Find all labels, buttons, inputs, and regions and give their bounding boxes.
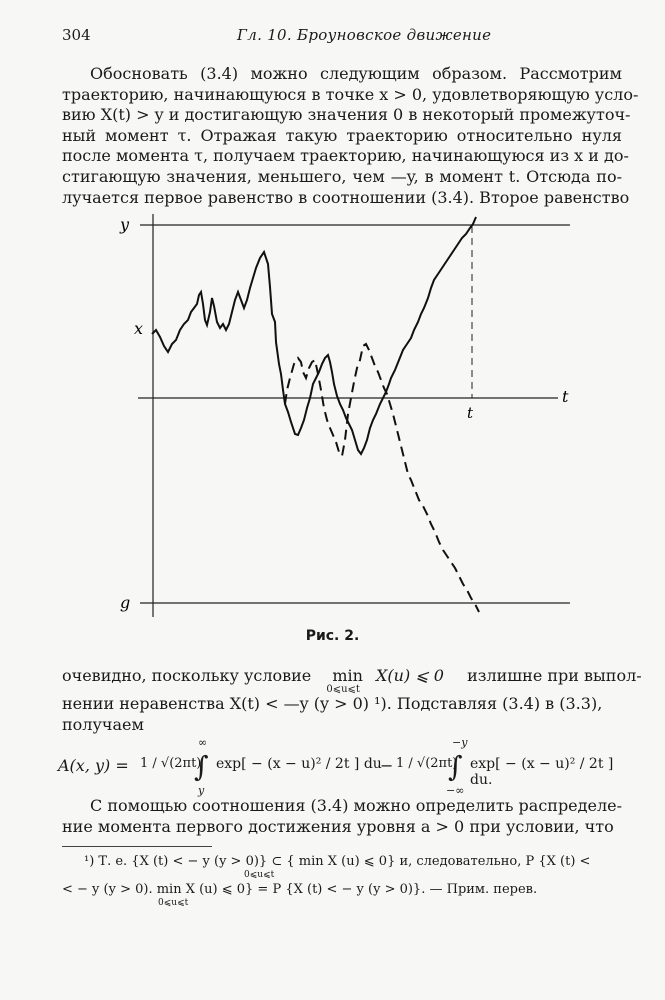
formula-fraction-1: 1 / √(2πt) [140,756,202,771]
formula-lhs: A(x, y) = [58,756,129,775]
footnote-subscript-1: 0⩽u⩽t [244,870,275,880]
text-line: ние момента первого достижения уровня a > 0 при условии, что [62,816,614,836]
paragraph-1 [62,64,639,208]
footnote-rule [62,846,212,847]
text-line: Обосновать (3.4) можно следующим образом. Рассмотрим [90,64,622,83]
text-segment: очевидно, поскольку условие [62,666,312,685]
display-formula [58,736,628,804]
footnote-subscript-2: 0⩽u⩽t [158,898,189,908]
chapter-title: Гл. 10. Броуновское движение [237,26,492,44]
text-line: траекторию, начинающуюся в точке x > 0, удовлетворяющую усло- [62,84,639,104]
paragraph-3 [62,796,622,837]
text-line: ный момент τ. Отражая такую траекторию относительно нуля [62,125,622,145]
integral-2-lower: −∞ [446,784,465,797]
formula-exp-2: exp[ − (x − u)² / 2t ] du. [470,756,614,788]
page-number: 304 [62,26,91,44]
integral-2-sign: ∫ [448,750,463,783]
integral-1-lower: y [198,784,205,797]
integral-2-upper: −y [452,736,468,749]
footnote-line-2 [62,882,627,897]
footnote-text: < − y (y > 0). min X (u) ⩽ 0} = P {X (t) < − y (y > 0)}. — Прим. перев. [62,882,538,897]
integral-1-sign: ∫ [194,750,209,783]
figure-brownian-paths [110,212,590,622]
label-t-axis: t [562,387,569,406]
text-line: лучается первое равенство в соотношении (3.4). Второе равенство [62,187,630,207]
label-y-top: y [120,215,130,234]
text-line: С помощью соотношения (3.4) можно определить распределе- [90,796,623,815]
text-line-with-min [62,666,642,695]
text-segment: излишне при выпол- [467,666,642,685]
text-line: стигающую значения, меньшего, чем —y, в момент t. Отсюда по- [62,166,622,186]
min-operator: min [332,666,363,685]
formula-exp-1: exp[ − (x − u)² / 2t ] du [216,756,382,772]
figure-caption: Рис. 2. [305,628,360,644]
integral-1-upper: ∞ [198,736,208,749]
text-line: нении неравенства X(t) < —y (y > 0) ¹). Подставляя (3.4) в (3.3), [62,694,603,713]
formula-fraction-2: 1 / √(2πt) [396,756,458,771]
solid-trajectory [152,217,476,454]
footnote-line-1 [62,854,649,869]
min-subscript: 0⩽u⩽t [326,684,360,695]
footnote-text: ¹) Т. е. {X (t) < − y (y > 0)} ⊂ { min X (u) ⩽ 0} и, следовательно, P {X (t) < [84,854,591,869]
text-line: вию X(t) > y и достигающую значения 0 в некоторый промежуточ- [62,105,631,125]
dashed-reflected-trajectory [285,344,479,612]
label-x-start: x [134,319,144,338]
min-expression: X(u) ⩽ 0 [376,666,444,685]
formula-minus: − [380,756,394,775]
text-line: получаем [62,715,144,734]
label-y-bottom: g [120,593,131,612]
label-t-mark: t [467,404,474,422]
text-line: после момента τ, получаем траекторию, начинающуюся из x и до- [62,146,629,166]
running-header [62,26,625,48]
